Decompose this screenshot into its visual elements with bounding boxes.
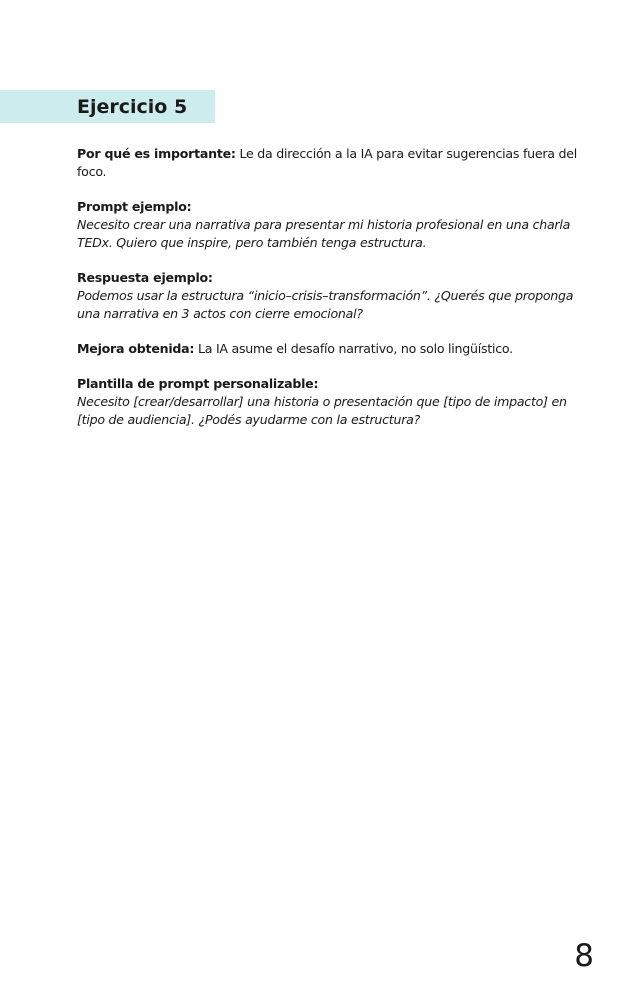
importance-text: Le da dirección a la IA para evitar sugerencias fuera del foco. xyxy=(77,146,578,179)
exercise-title: Ejercicio 5 xyxy=(77,96,188,118)
importance-label: Por qué es importante: xyxy=(77,146,236,161)
response-example-text: Podemos usar la estructura “inicio–crisis–transformación”. ¿Querés que proponga una narrativa en 3 actos con cierre emocional? xyxy=(77,288,574,321)
template-text: Necesito [crear/desarrollar] una historia o presentación que [tipo de impacto] en [tipo de audiencia]. ¿Podés ayudarme con la estructura? xyxy=(77,394,567,427)
response-example-label: Respuesta ejemplo: xyxy=(77,270,213,285)
prompt-example-label: Prompt ejemplo: xyxy=(77,199,192,214)
improvement-text: La IA asume el desafío narrativo, no solo lingüístico. xyxy=(194,341,513,356)
exercise-content xyxy=(77,145,582,446)
response-example-paragraph xyxy=(77,269,582,323)
prompt-example-text: Necesito crear una narrativa para presentar mi historia profesional en una charla TEDx. Quiero que inspire, pero también tenga estructura. xyxy=(77,217,571,250)
prompt-example-paragraph xyxy=(77,198,582,252)
improvement-paragraph xyxy=(77,340,582,358)
importance-paragraph xyxy=(77,145,582,181)
page-number: 8 xyxy=(574,938,594,974)
improvement-label: Mejora obtenida: xyxy=(77,341,195,356)
template-label: Plantilla de prompt personalizable: xyxy=(77,376,319,391)
template-paragraph xyxy=(77,375,582,429)
